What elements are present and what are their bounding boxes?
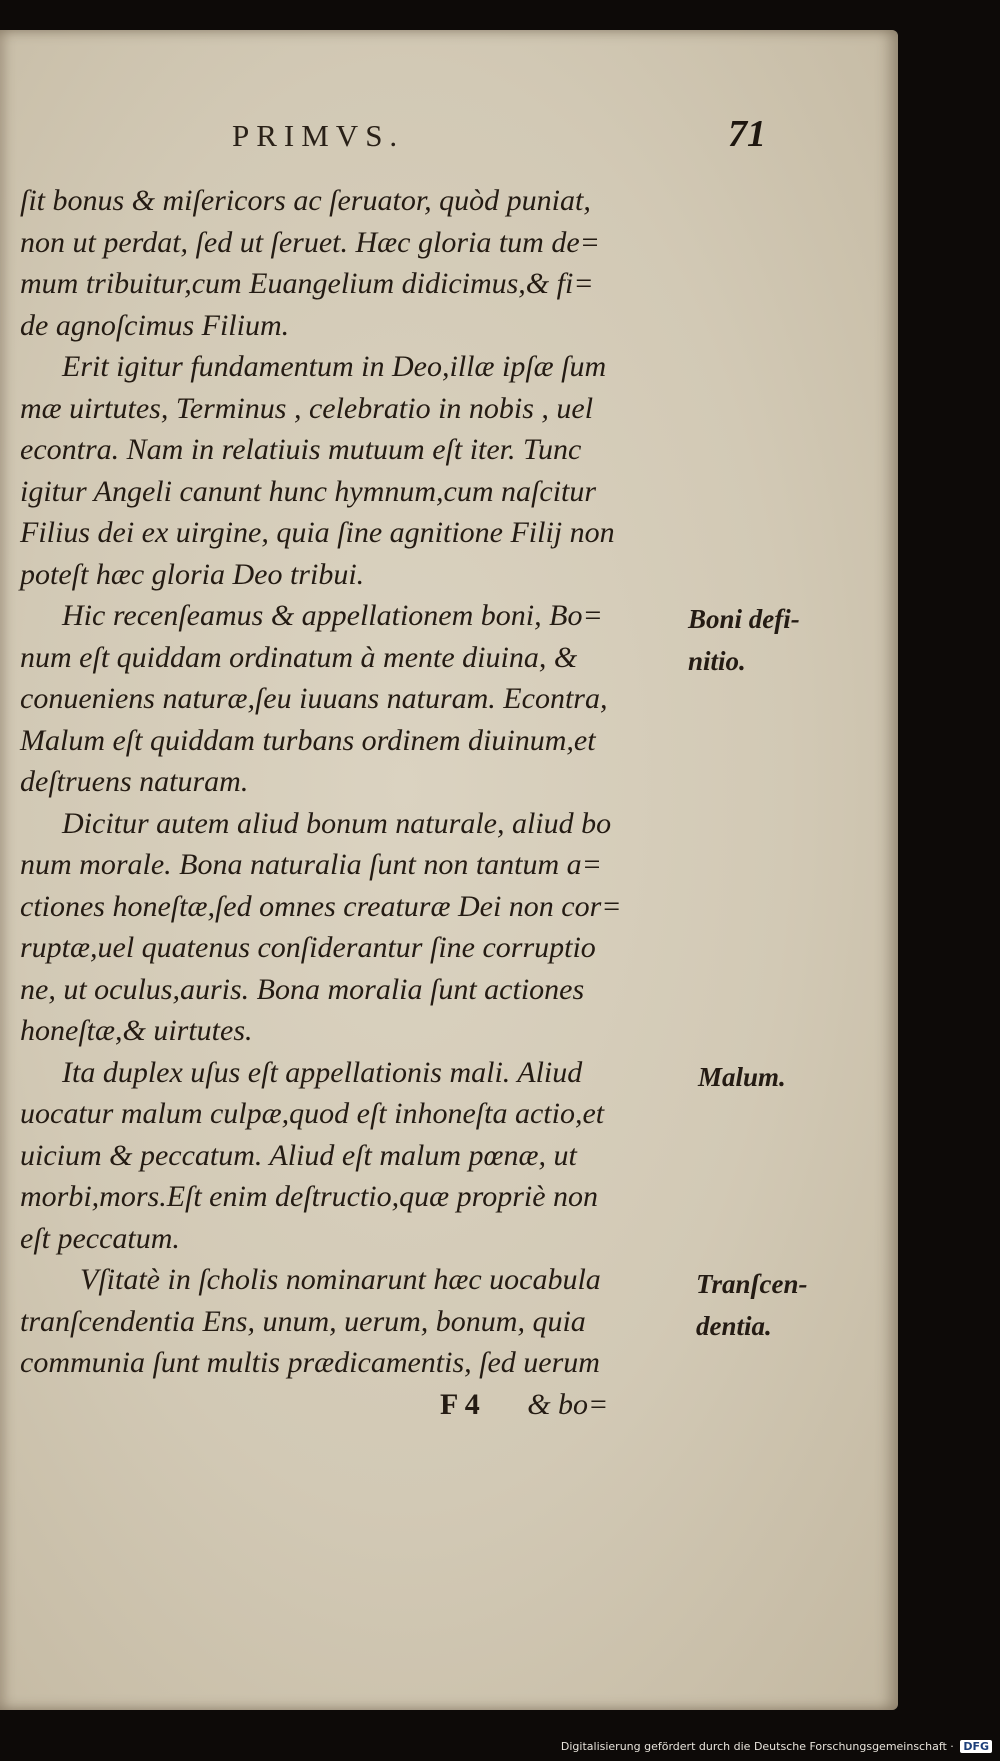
text-line: Ita duplex uſus eſt appellationis mali. Aliud [62,1055,583,1089]
text-line: Erit igitur fundamentum in Deo,illæ ipſæ ſum [62,350,607,383]
text-line: mæ uirtutes, Terminus , celebratio in nobis , uel [20,391,594,425]
text-line: Dicitur autem aliud bonum naturale, aliud bo [62,806,612,840]
margin-note-line: Boni defi- [688,604,800,634]
credit-text: Digitalisierung gefördert durch die Deutsche Forschungsgemeinschaft · [560,1740,954,1753]
margin-note-line: dentia. [696,1311,772,1341]
text-line: eſt peccatum. [20,1221,180,1255]
text-line: num morale. Bona naturalia ſunt non tantum a= [20,848,602,881]
digitization-credit [561,1740,992,1753]
page-number: 71 [728,113,766,155]
text-line: communia ſunt multis prædicamentis, ſed uerum [20,1346,600,1379]
text-line: Filius dei ex uirgine, quia ſine agnitione Filij non [20,516,615,549]
text-line: ſit bonus & miſericors ac ſeruator, quòd puniat, [20,184,591,217]
text-line: non ut perdat, ſed ut ſeruet. Hæc gloria tum de= [20,225,600,259]
margin-note-transcendentia [696,1263,807,1347]
margin-note-boni-definitio [688,598,800,682]
text-line: num eſt quiddam ordinatum à mente diuina, & [20,640,578,674]
margin-note-line: nitio. [688,646,746,676]
text-line: econtra. Nam in relatiuis mutuum eſt iter. Tunc [20,433,582,466]
text-line: morbi,mors.Eſt enim deſtructio,quæ propriè non [20,1180,599,1213]
text-line: poteſt hæc gloria Deo tribui. [20,557,365,591]
text-line: honeſtæ,& uirtutes. [20,1014,253,1047]
body-text [20,180,700,1384]
running-head: PRIMVS. [232,118,405,153]
margin-note-line: Tranſcen- [696,1269,808,1299]
text-line: uicium & peccatum. Aliud eſt malum pœnæ, ut [20,1138,577,1172]
margin-note-malum: Malum. [698,1062,786,1092]
text-line: tranſcendentia Ens, unum, uerum, bonum, quia [20,1304,586,1338]
signature-mark: F 4 [440,1388,480,1421]
text-line: ne, ut oculus,auris. Bona moralia ſunt actiones [20,972,585,1006]
signature-line [440,1388,608,1422]
text-line: mum tribuitur,cum Euangelium didicimus,& fi= [20,267,594,300]
text-line: uocatur malum culpæ,quod eſt inhoneſta actio,et [20,1097,605,1130]
text-line: deſtruens naturam. [20,765,249,798]
text-line: ruptæ,uel quatenus conſiderantur ſine corruptio [20,931,596,964]
text-line: ctiones honeſtæ,ſed omnes creaturæ Dei non cor= [20,889,622,923]
text-line: de agnoſcimus Filium. [20,308,290,342]
dfg-logo: DFG [960,1740,992,1753]
text-line: Hic recenſeamus & appellationem boni, Bo= [62,599,603,632]
text-line: igitur Angeli canunt hunc hymnum,cum naſcitur [20,474,597,508]
text-line: Malum eſt quiddam turbans ordinem diuinum,et [20,723,596,757]
text-line: conueniens naturæ,ſeu iuuans naturam. Econtra, [20,682,608,715]
catchword: & bo= [527,1388,609,1421]
text-line: Vſitatè in ſcholis nominarunt hæc uocabula [80,1263,601,1296]
